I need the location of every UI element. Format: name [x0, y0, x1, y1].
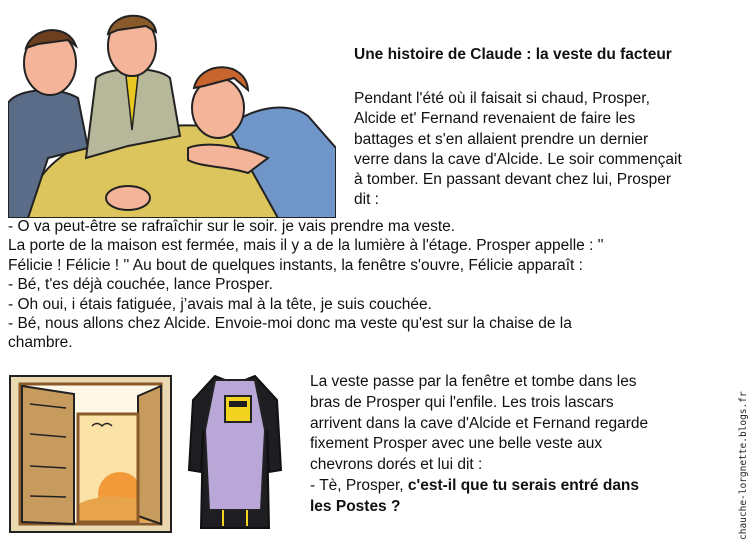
ending-line: fixement Prosper avec une belle veste aux	[310, 435, 603, 453]
punchline-plain: - Tè, Prosper,	[310, 476, 408, 494]
intro-paragraph	[354, 89, 750, 211]
intro-line: à tomber. En passant devant chez lui, Prosper	[354, 171, 672, 189]
men-at-table-illustration	[8, 8, 336, 218]
dialogue-paragraph	[8, 217, 748, 353]
intro-line: battages et s'en allaient prendre un dernier	[354, 130, 649, 148]
dialogue-line: La porte de la maison est fermée, mais il y a de la lumière à l'étage. Prosper appelle : ''	[8, 237, 604, 255]
ending-line: La veste passe par la fenêtre et tombe dans les	[310, 373, 637, 390]
intro-line: dit :	[354, 191, 379, 209]
ending-line: bras de Prosper qui l'enfile. Les trois lascars	[310, 393, 614, 411]
intro-line: Alcide et' Fernand revenaient de faire les	[354, 110, 636, 128]
dialogue-line: Félicie ! Félicie ! '' Au bout de quelques instants, la fenêtre s'ouvre, Félicie apparaît :	[8, 256, 583, 274]
intro-line: verre dans la cave d'Alcide. Le soir commençait	[354, 150, 682, 168]
blog-watermark: chauche-lorgnette.blogs.fr	[738, 391, 749, 540]
dialogue-line: - Bé, nous allons chez Alcide. Envoie-moi donc ma veste qu'est sur la chaise de la	[8, 315, 572, 333]
ending-paragraph	[310, 372, 728, 518]
punchline-end	[310, 497, 728, 518]
dialogue-line: - Oh oui, i étais fatiguée, j’avais mal à la tête, je suis couchée.	[8, 295, 432, 313]
ending-line: arrivent dans la cave d'Alcide et Fernand regarde	[310, 414, 649, 432]
ending-line: chevrons dorés et lui dit :	[310, 456, 483, 474]
punchline-line	[310, 476, 728, 497]
punchline-bold: c'est-il que tu serais entré dans	[407, 476, 640, 494]
dialogue-line: - O va peut-être se rafraîchir sur le soir. je vais prendre ma veste.	[8, 218, 456, 235]
dialogue-line: - Bé, t'es déjà couchée, lance Prosper.	[8, 276, 273, 294]
dialogue-line: chambre.	[8, 334, 73, 352]
story-title: Une histoire de Claude : la veste du facteur	[354, 46, 672, 63]
jacket-illustration	[185, 370, 285, 530]
punchline-final: les Postes ?	[310, 497, 401, 515]
open-window-illustration	[8, 374, 173, 534]
intro-line: Pendant l'été où il faisait si chaud, Prosper,	[354, 90, 650, 107]
